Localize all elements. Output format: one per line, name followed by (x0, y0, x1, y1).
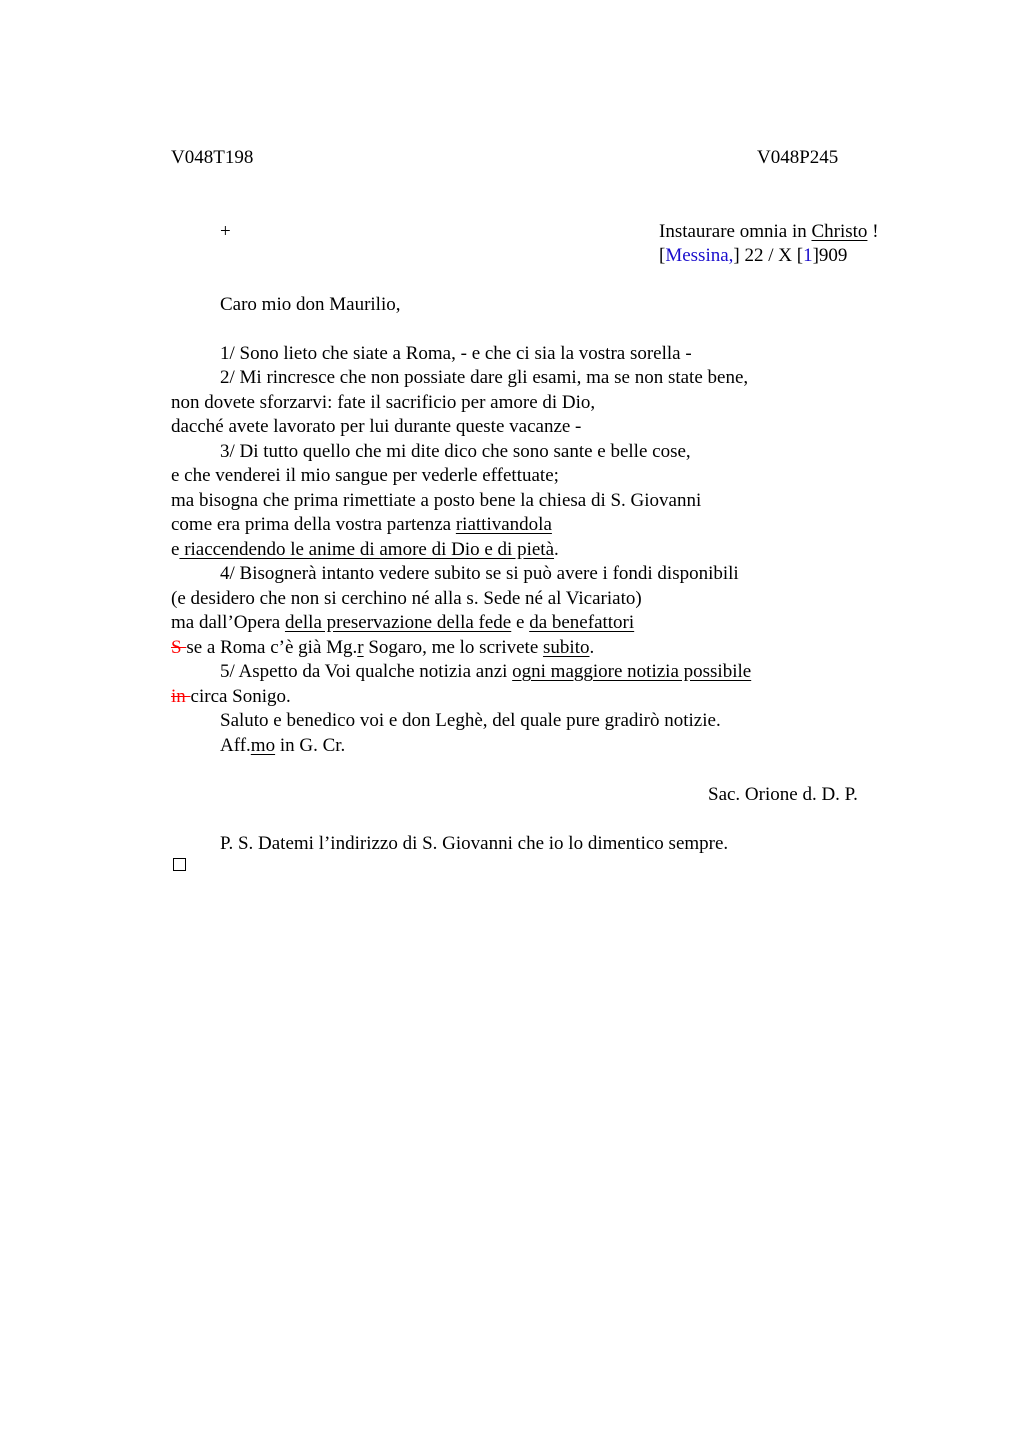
deleted-text-in: in (171, 686, 191, 707)
date-bracket-open: [ (659, 245, 666, 266)
motto-suffix: ! (867, 221, 879, 242)
deleted-text-s: S (171, 637, 187, 658)
body-line-14-text: 5/ Aspetto da Voi qualche notizia anzi (220, 661, 513, 682)
body-line-15 (171, 685, 291, 709)
salutation: Caro mio don Maurilio, (220, 294, 401, 315)
date-line (659, 244, 847, 268)
body-line-12-conjunction: e (511, 612, 530, 633)
body-line-12 (171, 611, 634, 635)
date-day-month: ] 22 / X [ (733, 245, 804, 266)
body-line-5: 3/ Di tutto quello che mi dite dico che sono sante e belle cose, (220, 441, 691, 462)
body-line-8-text: come era prima della vostra partenza (171, 514, 456, 535)
motto-underlined: Christo (811, 221, 868, 242)
signature: Sac. Orione d. D. P. (708, 784, 858, 805)
body-line-13-text-2: Sogaro, me lo scrivete (363, 637, 544, 658)
body-line-9 (171, 538, 559, 562)
date-place: Messina, (665, 245, 734, 266)
closing-underlined: mo (250, 735, 276, 756)
body-line-9-period: . (554, 539, 559, 560)
body-line-4: dacché avete lavorato per lui durante queste vacanze - (171, 416, 582, 437)
body-line-12-underlined-2: da benefattori (529, 612, 635, 633)
body-line-8-underlined: riattivandola (455, 514, 552, 535)
closing-text-2: in G. Cr. (275, 735, 346, 756)
body-line-13-text: se a Roma c’è già Mg. (186, 637, 358, 658)
document-code-right: V048P245 (757, 147, 839, 168)
body-line-14-underlined: ogni maggiore notizia possibile (512, 661, 752, 682)
body-line-6: e che venderei il mio sangue per vederle effettuate; (171, 465, 559, 486)
body-line-12-text: ma dall’Opera (171, 612, 285, 633)
body-line-1: 1/ Sono lieto che siate a Roma, - e che ci sia la vostra sorella - (220, 343, 692, 364)
closing-text: Aff. (220, 735, 251, 756)
body-line-16: Saluto e benedico voi e don Leghè, del quale pure gradirò notizie. (220, 710, 721, 731)
body-line-14 (220, 660, 751, 684)
body-line-13-underlined-2: subito (543, 637, 590, 658)
motto-prefix: Instaurare omnia in (659, 221, 812, 242)
body-line-13-period: . (589, 637, 595, 658)
motto (659, 220, 879, 244)
closing (220, 734, 345, 758)
document-code-left: V048T198 (171, 147, 254, 168)
body-line-2: 2/ Mi rincresce che non possiate dare gli esami, ma se non state bene, (220, 367, 749, 388)
body-line-9-underlined: riaccendendo le anime di amore di Dio e di pietà (179, 539, 555, 560)
body-line-9-text: e (171, 539, 180, 560)
postscript: P. S. Datemi l’indirizzo di S. Giovanni che io lo dimentico sempre. (220, 833, 729, 854)
body-line-15-text: circa Sonigo. (190, 686, 291, 707)
body-line-13-underlined-1: r (357, 637, 364, 658)
body-line-8 (171, 513, 552, 537)
body-line-10: 4/ Bisognerà intanto vedere subito se si può avere i fondi disponibili (220, 563, 739, 584)
body-line-7: ma bisogna che prima rimettiate a posto bene la chiesa di S. Giovanni (171, 490, 702, 511)
body-line-3: non dovete sforzarvi: fate il sacrificio per amore di Dio, (171, 392, 596, 413)
date-digit: 1 (803, 245, 813, 266)
cross-mark: + (220, 221, 231, 242)
date-year: ]909 (812, 245, 848, 266)
end-marker-box (173, 858, 186, 871)
body-line-11: (e desidero che non si cerchino né alla s. Sede né al Vicariato) (171, 588, 642, 609)
body-line-13 (171, 636, 594, 660)
body-line-12-underlined-1: della preservazione della fede (284, 612, 512, 633)
